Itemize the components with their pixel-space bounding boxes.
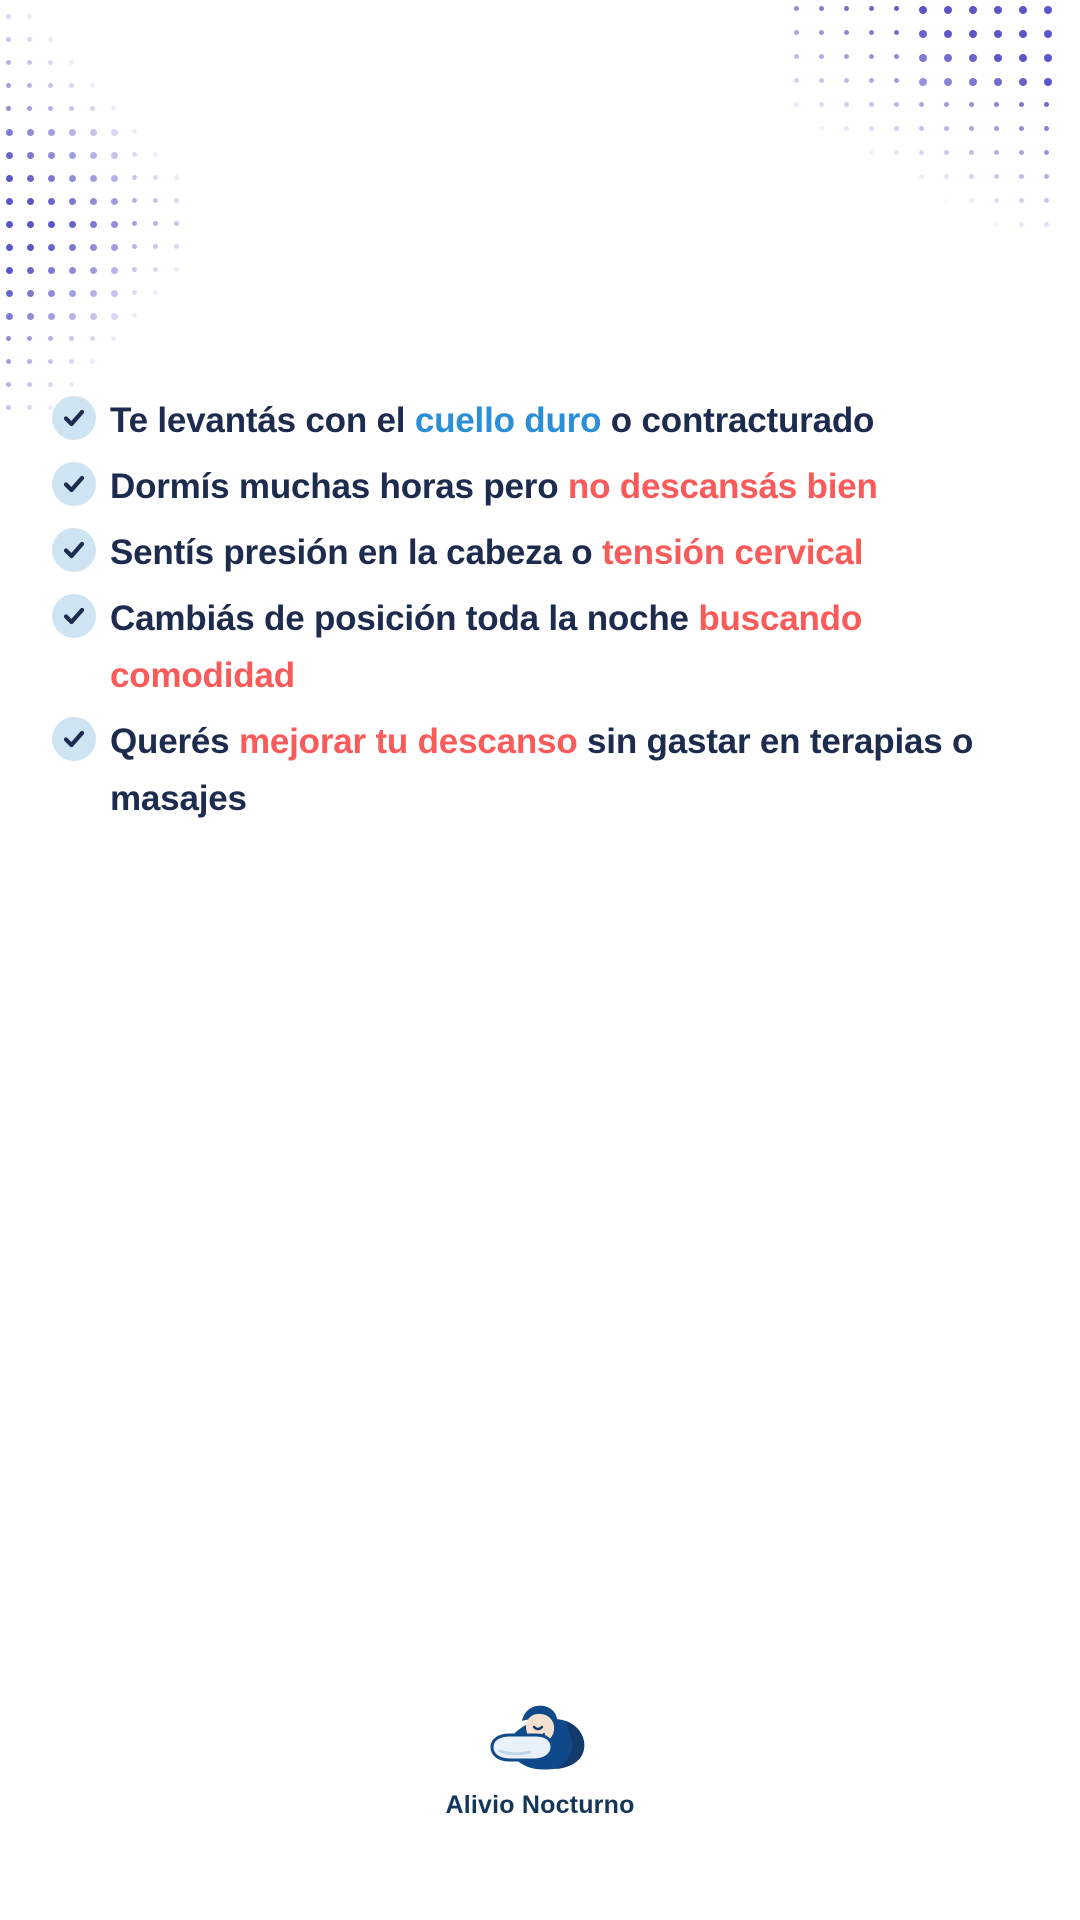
- check-circle-icon: [52, 462, 96, 506]
- text-segment: Cambiás de posición toda la noche: [110, 599, 699, 638]
- decorative-dots-right: [790, 0, 1080, 240]
- text-segment: Querés: [110, 722, 239, 761]
- brand-logo: [0, 1677, 1080, 1820]
- list-item-text: [110, 713, 1042, 827]
- decorative-dots-left: [0, 0, 210, 440]
- check-circle-icon: [52, 594, 96, 638]
- text-segment: Dormís muchas horas pero: [110, 467, 568, 506]
- check-circle-icon: [52, 528, 96, 572]
- list-item-text: [110, 392, 874, 449]
- list-item: [52, 458, 1042, 515]
- text-segment: o contracturado: [601, 401, 875, 440]
- text-segment-highlight: tensión cervical: [601, 533, 864, 572]
- text-segment-highlight: no descansás bien: [567, 467, 878, 506]
- text-segment: sin gastar en terapias o masajes: [110, 722, 974, 818]
- text-segment-highlight: cuello duro: [414, 401, 602, 440]
- check-circle-icon: [52, 396, 96, 440]
- list-item: [52, 524, 1042, 581]
- benefits-checklist: [52, 392, 1042, 836]
- text-segment: Sentís presión en la cabeza o: [110, 533, 602, 572]
- text-segment-highlight: buscando comodidad: [110, 599, 863, 695]
- list-item: [52, 590, 1042, 704]
- list-item: [52, 392, 1042, 449]
- list-item-text: [110, 524, 863, 581]
- list-item-text: [110, 458, 878, 515]
- sleeping-person-pillow-icon: [470, 1677, 610, 1787]
- text-segment-highlight: mejorar tu descanso: [238, 722, 578, 761]
- list-item: [52, 713, 1042, 827]
- brand-name: Alivio Nocturno: [445, 1791, 635, 1819]
- text-segment: Te levantás con el: [110, 401, 415, 440]
- list-item-text: [110, 590, 1042, 704]
- check-circle-icon: [52, 717, 96, 761]
